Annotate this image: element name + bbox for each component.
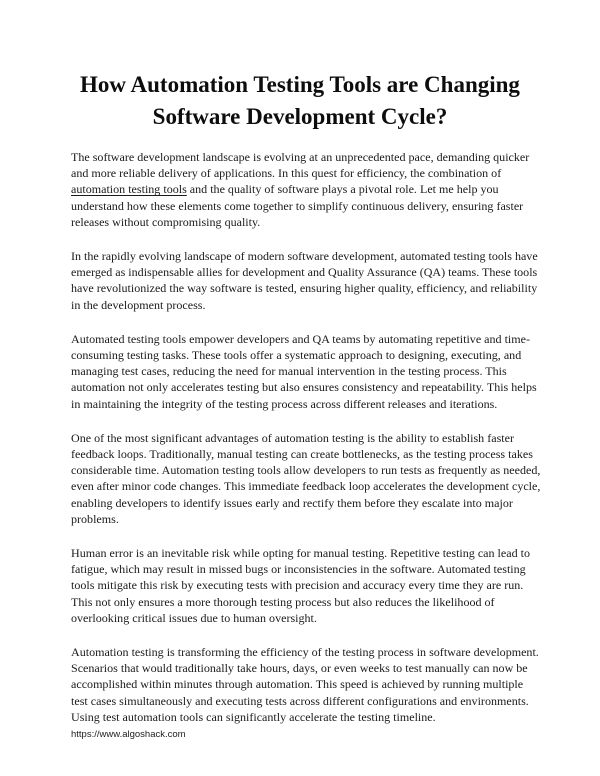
- text-line: tools mitigate this risk by executing tests with precision and accuracy every time they are run.: [71, 578, 524, 593]
- text-line: consuming testing tasks. These tools offer a systematic approach to designing, executing, and: [71, 348, 522, 363]
- text-line: enabling developers to identify issues early and rectify them before they escalate into major: [71, 495, 513, 510]
- text-line: fatigue, which may result in missed bugs or inconsistencies in the software. Automated testing: [71, 562, 526, 577]
- text-line: problems.: [71, 511, 119, 526]
- footer-url[interactable]: https://www.algoshack.com: [71, 729, 186, 740]
- automation-testing-tools-link[interactable]: automation testing tools: [71, 182, 187, 197]
- text-line: and more reliable delivery of applications. In this quest for efficiency, the combination of: [71, 166, 502, 181]
- paragraph: [71, 248, 538, 313]
- text-line: overlooking critical issues due to human oversight.: [71, 610, 317, 625]
- article-body: [71, 149, 541, 743]
- text-line: even after minor code changes. This immediate feedback loop accelerates the development cycle,: [71, 479, 541, 494]
- text-line: Using test automation tools can significantly accelerate the testing timeline.: [71, 709, 436, 724]
- paragraph: [71, 430, 541, 527]
- text-line: understand how these elements come together to simplify continuous delivery, ensuring faster: [71, 198, 524, 213]
- text-line: Automation testing is transforming the efficiency of the testing process in software development.: [71, 645, 539, 660]
- paragraph: [71, 149, 533, 230]
- paragraph: [71, 331, 537, 412]
- text-line: The software development landscape is evolving at an unprecedented pace, demanding quicker: [71, 150, 530, 164]
- text-line: One of the most significant advantages of automation testing is the ability to establish faster: [71, 430, 514, 445]
- text-line: have revolutionized the way software is tested, ensuring higher quality, efficiency, and reliability: [71, 281, 538, 296]
- text-line: automation not only accelerates testing but also ensures consistency and repeatability. This helps: [71, 380, 537, 395]
- text-line: Human error is an inevitable risk while opting for manual testing. Repetitive testing can lead to: [71, 546, 530, 561]
- text-line: managing test cases, reducing the need for manual intervention in the testing process. This: [71, 364, 507, 379]
- text-segment: and the quality of software plays a pivotal role. Let me help you: [186, 182, 499, 197]
- text-line: In the rapidly evolving landscape of modern software development, automated testing tools have: [71, 249, 538, 264]
- text-line: test cases simultaneously and executing tests across different configurations and environments.: [71, 693, 529, 708]
- text-line: emerged as indispensable allies for development and Quality Assurance (QA) teams. These tools: [71, 265, 538, 280]
- text-line: This not only ensures a more thorough testing process but also reduces the likelihood of: [71, 594, 495, 609]
- title-line-1: How Automation Testing Tools are Changing: [80, 72, 520, 97]
- page-title: [40, 69, 560, 133]
- paragraph: [71, 545, 533, 626]
- text-line: [71, 181, 533, 197]
- text-line: Scenarios that would traditionally take hours, days, or even weeks to test manually can now be: [71, 661, 528, 676]
- text-line: in maintaining the integrity of the testing process across different releases and iterations.: [71, 396, 498, 411]
- text-line: releases without compromising quality.: [71, 214, 261, 229]
- text-line: in the development process.: [71, 297, 206, 312]
- paragraph: [71, 644, 539, 725]
- text-line: considerable time. Automation testing tools allow developers to run tests as frequently as needed,: [71, 463, 541, 478]
- text-line: feedback loops. Traditionally, manual testing can create bottlenecks, as the testing process takes: [71, 447, 533, 462]
- text-line: Automated testing tools empower developers and QA teams by automating repetitive and time-: [71, 331, 531, 346]
- title-line-2: Software Development Cycle?: [152, 104, 448, 129]
- text-line: accomplished within minutes through automation. This speed is achieved by running multiple: [71, 677, 524, 692]
